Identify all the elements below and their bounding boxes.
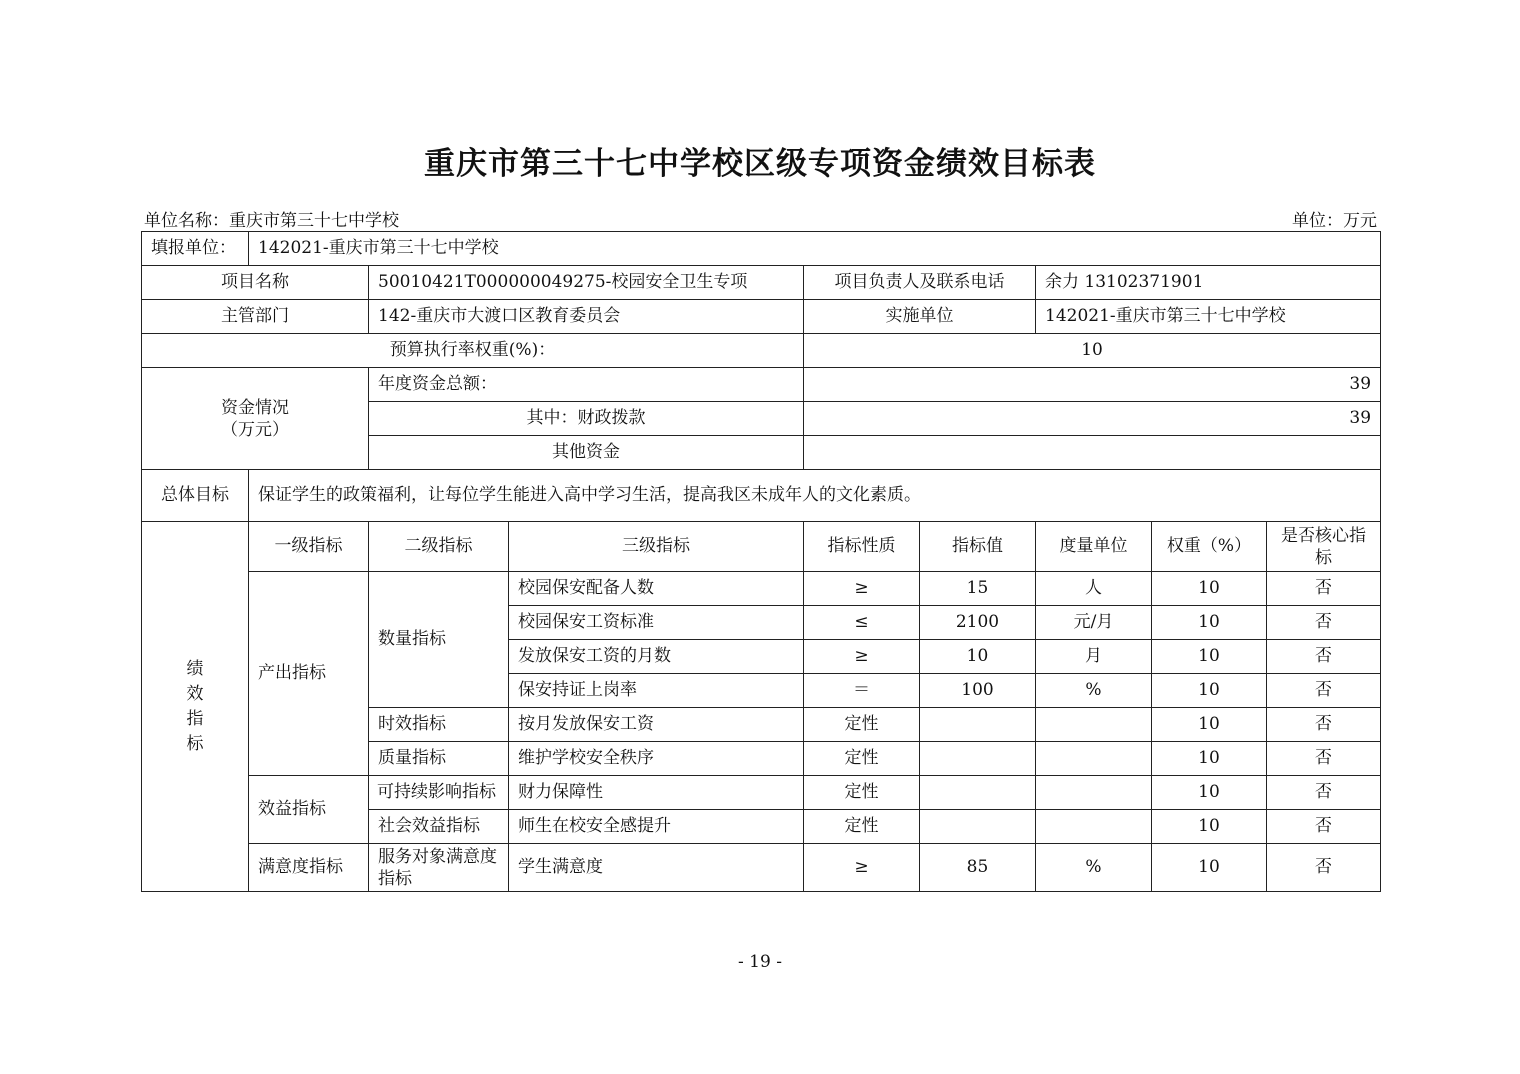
indicator-core: 否: [1267, 606, 1381, 640]
header-level1: 一级指标: [249, 522, 369, 572]
indicator-value: 85: [920, 844, 1036, 892]
indicator-value: [920, 776, 1036, 810]
indicator-name: 学生满意度: [509, 844, 804, 892]
header-unit: 度量单位: [1036, 522, 1152, 572]
project-row: [142, 266, 1381, 300]
indicator-core: 否: [1267, 640, 1381, 674]
indicator-name: 维护学校安全秩序: [509, 742, 804, 776]
currency-unit: 单位：万元: [1292, 211, 1377, 231]
indicator-nature: ≤: [804, 606, 920, 640]
funds-label-line1: 资金情况: [221, 397, 289, 418]
indicator-nature: 定性: [804, 810, 920, 844]
indicator-name: 按月发放保安工资: [509, 708, 804, 742]
indicator-name: 发放保安工资的月数: [509, 640, 804, 674]
indicator-weight: 10: [1152, 742, 1267, 776]
header-core: 是否核心指标: [1267, 522, 1381, 572]
indicator-name: 校园保安配备人数: [509, 572, 804, 606]
indicator-row: [142, 572, 1381, 606]
indicator-weight: 10: [1152, 776, 1267, 810]
funds-label: [142, 368, 369, 470]
indicator-weight: 10: [1152, 674, 1267, 708]
indicator-section-label: [142, 522, 249, 892]
indicator-name: 校园保安工资标准: [509, 606, 804, 640]
funds-label-line2: （万元）: [221, 419, 289, 440]
level2-social: 社会效益指标: [369, 810, 509, 844]
budget-weight-value: 10: [804, 334, 1381, 368]
performance-target-table: [141, 231, 1381, 892]
indicator-unit: 元/月: [1036, 606, 1152, 640]
indicator-name: 财力保障性: [509, 776, 804, 810]
section-char: 绩: [186, 658, 204, 679]
indicator-value: [920, 742, 1036, 776]
indicator-weight: 10: [1152, 708, 1267, 742]
indicator-unit: 月: [1036, 640, 1152, 674]
department-row: [142, 300, 1381, 334]
indicator-core: 否: [1267, 674, 1381, 708]
unit-name: 单位名称：重庆市第三十七中学校: [144, 211, 399, 231]
funds-fiscal-value: 39: [804, 402, 1381, 436]
funds-total-row: [142, 368, 1381, 402]
project-name-value: 50010421T000000049275-校园安全卫生专项: [369, 266, 804, 300]
level2-service: 服务对象满意度指标: [369, 844, 509, 892]
indicator-core: 否: [1267, 810, 1381, 844]
indicator-nature: 定性: [804, 776, 920, 810]
budget-weight-label: 预算执行率权重(%)：: [142, 334, 804, 368]
indicator-core: 否: [1267, 844, 1381, 892]
header-level3: 三级指标: [509, 522, 804, 572]
indicator-weight: 10: [1152, 810, 1267, 844]
implementer-value: 142021-重庆市第三十七中学校: [1036, 300, 1381, 334]
indicator-value: [920, 708, 1036, 742]
funds-other-value: [804, 436, 1381, 470]
implementer-label: 实施单位: [804, 300, 1036, 334]
page-title: 重庆市第三十七中学校区级专项资金绩效目标表: [424, 146, 1096, 182]
header-nature: 指标性质: [804, 522, 920, 572]
indicator-nature: 定性: [804, 742, 920, 776]
indicator-unit: [1036, 708, 1152, 742]
indicator-core: 否: [1267, 708, 1381, 742]
department-value: 142-重庆市大渡口区教育委员会: [369, 300, 804, 334]
goal-row: [142, 470, 1381, 522]
indicator-unit: %: [1036, 674, 1152, 708]
level2-quantity: 数量指标: [369, 572, 509, 708]
indicator-unit: [1036, 742, 1152, 776]
indicator-name: 师生在校安全感提升: [509, 810, 804, 844]
funds-other-label: 其他资金: [369, 436, 804, 470]
indicator-row: [142, 844, 1381, 892]
level2-sustainable: 可持续影响指标: [369, 776, 509, 810]
indicator-row: [142, 776, 1381, 810]
indicator-weight: 10: [1152, 844, 1267, 892]
level1-benefit: 效益指标: [249, 776, 369, 844]
filing-unit-label: 填报单位：: [142, 232, 249, 266]
indicator-nature: 定性: [804, 708, 920, 742]
page-number: - 19 -: [738, 952, 782, 972]
indicator-core: 否: [1267, 776, 1381, 810]
indicator-unit: %: [1036, 844, 1152, 892]
department-label: 主管部门: [142, 300, 369, 334]
section-char: 标: [186, 733, 204, 754]
funds-total-label: 年度资金总额：: [369, 368, 804, 402]
project-name-label: 项目名称: [142, 266, 369, 300]
indicator-nature: ≥: [804, 844, 920, 892]
indicator-nature: ＝: [804, 674, 920, 708]
indicator-weight: 10: [1152, 572, 1267, 606]
indicator-value: 10: [920, 640, 1036, 674]
goal-text: 保证学生的政策福利，让每位学生能进入高中学习生活，提高我区未成年人的文化素质。: [249, 470, 1381, 522]
indicator-header-row: [142, 522, 1381, 572]
filing-row: [142, 232, 1381, 266]
indicator-unit: 人: [1036, 572, 1152, 606]
indicator-value: [920, 810, 1036, 844]
level2-quality: 质量指标: [369, 742, 509, 776]
section-char: 效: [186, 683, 204, 704]
level1-output: 产出指标: [249, 572, 369, 776]
header-value: 指标值: [920, 522, 1036, 572]
budget-weight-row: [142, 334, 1381, 368]
level1-satisfaction: 满意度指标: [249, 844, 369, 892]
indicator-unit: [1036, 776, 1152, 810]
level2-time: 时效指标: [369, 708, 509, 742]
indicator-unit: [1036, 810, 1152, 844]
indicator-value: 100: [920, 674, 1036, 708]
header-weight: 权重（%）: [1152, 522, 1267, 572]
project-contact-value: 余力 13102371901: [1036, 266, 1381, 300]
section-char: 指: [186, 708, 204, 729]
project-contact-label: 项目负责人及联系电话: [804, 266, 1036, 300]
indicator-nature: ≥: [804, 640, 920, 674]
indicator-core: 否: [1267, 742, 1381, 776]
indicator-value: 2100: [920, 606, 1036, 640]
indicator-nature: ≥: [804, 572, 920, 606]
filing-unit-value: 142021-重庆市第三十七中学校: [249, 232, 1381, 266]
indicator-weight: 10: [1152, 640, 1267, 674]
funds-total-value: 39: [804, 368, 1381, 402]
header-level2: 二级指标: [369, 522, 509, 572]
funds-fiscal-label: 其中：财政拨款: [369, 402, 804, 436]
indicator-name: 保安持证上岗率: [509, 674, 804, 708]
indicator-weight: 10: [1152, 606, 1267, 640]
goal-label: 总体目标: [142, 470, 249, 522]
indicator-value: 15: [920, 572, 1036, 606]
indicator-core: 否: [1267, 572, 1381, 606]
